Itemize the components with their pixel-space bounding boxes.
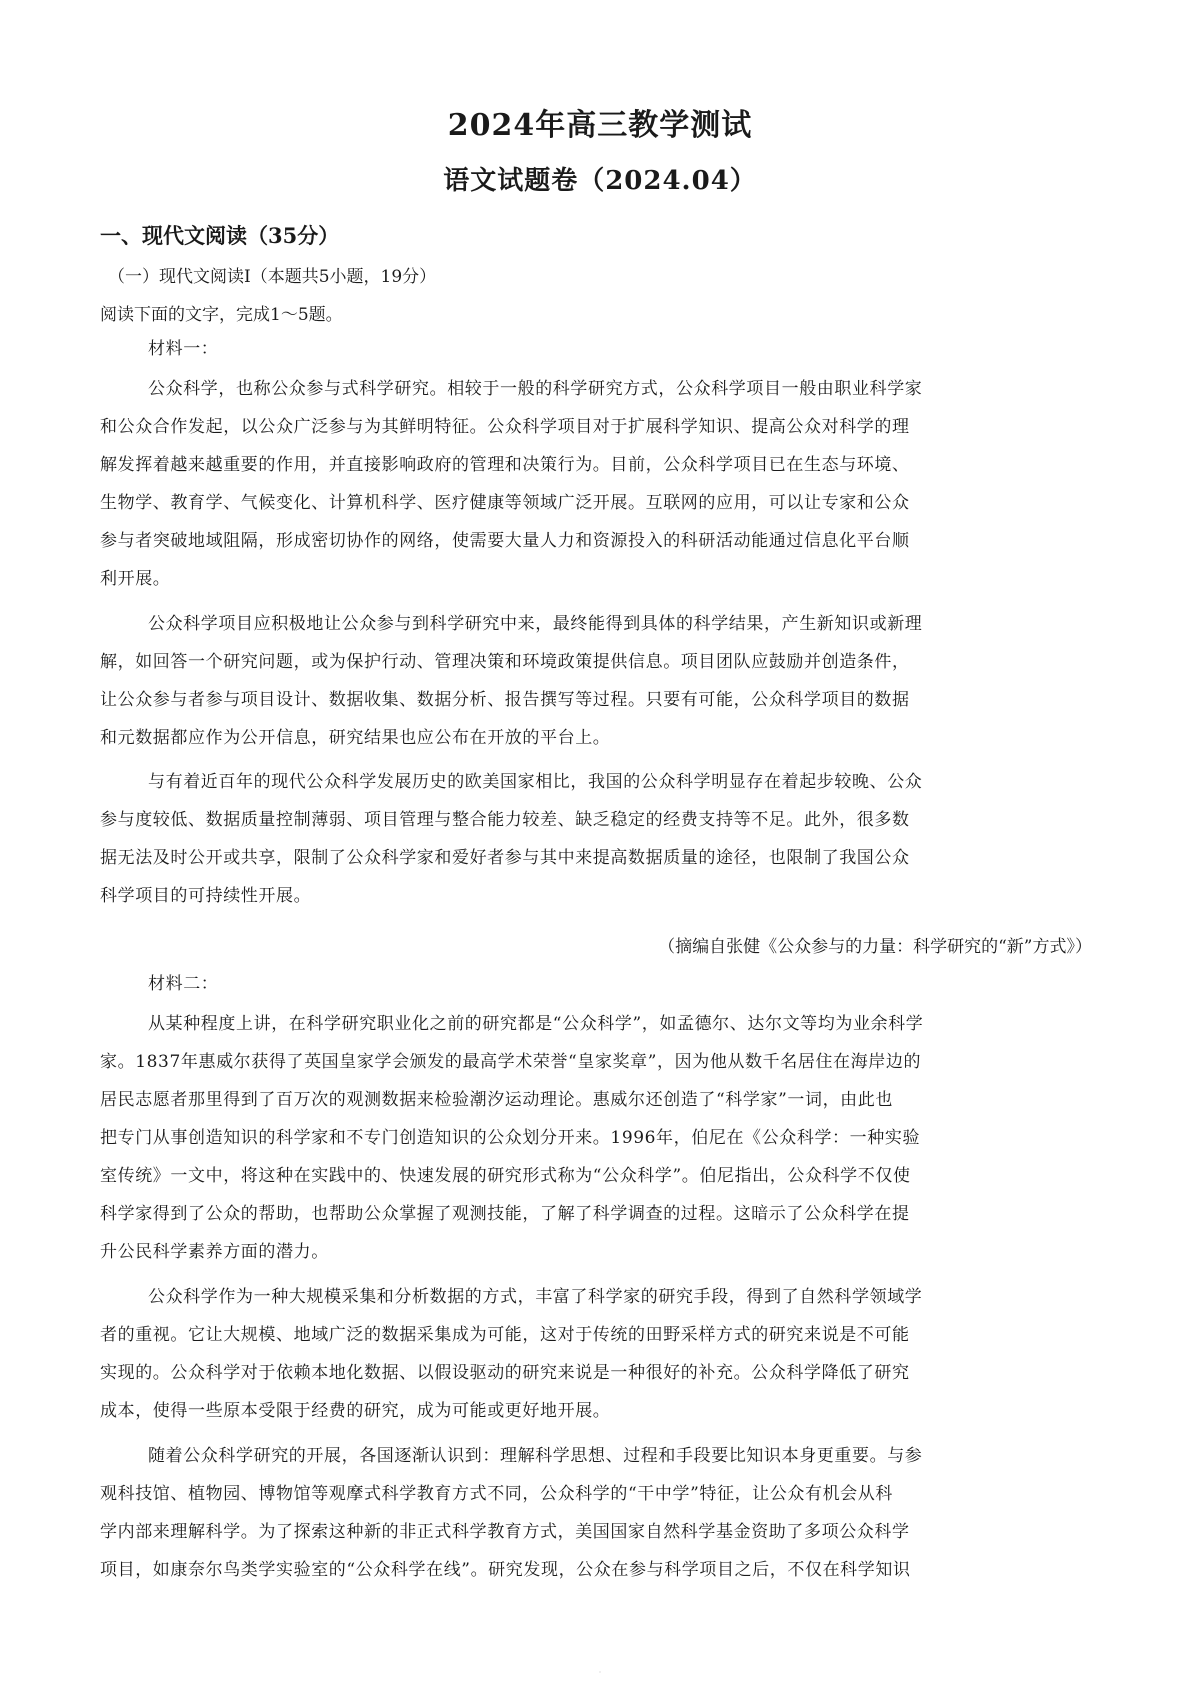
material-2-label: 材料二： — [148, 974, 219, 994]
paragraph-line: 公众科学项目应积极地让公众参与到科学研究中来，最终能得到具体的科学结果，产生新知识或新理 — [148, 614, 923, 634]
paragraph-line: 升公民科学素养方面的潜力。 — [100, 1242, 329, 1262]
paragraph-line: 和公众合作发起，以公众广泛参与为其鲜明特征。公众科学项目对于扩展科学知识、提高公众对科学的理 — [100, 417, 910, 437]
paragraph-line: 和元数据都应作为公开信息，研究结果也应公布在开放的平台上。 — [100, 728, 611, 748]
section-heading: 一、现代文阅读（35分） — [100, 223, 340, 248]
paragraph-line: 项目，如康奈尔鸟类学实验室的“公众科学在线”。研究发现，公众在参与科学项目之后，不仅在科学知识 — [100, 1560, 911, 1580]
page-mark: · — [598, 1668, 602, 1677]
paragraph-line: 科学家得到了公众的帮助，也帮助公众掌握了观测技能，了解了科学调查的过程。这暗示了公众科学在提 — [100, 1204, 910, 1224]
paragraph-line: 学内部来理解科学。为了探索这种新的非正式科学教育方式，美国国家自然科学基金资助了多项公众科学 — [100, 1522, 910, 1542]
paragraph-line: 居民志愿者那里得到了百万次的观测数据来检验潮汐运动理论。惠威尔还创造了“科学家”一词，由此也 — [100, 1090, 893, 1110]
paragraph-line: 者的重视。它让大规模、地域广泛的数据采集成为可能，这对于传统的田野采样方式的研究来说是不可能 — [100, 1325, 910, 1345]
material-1-source: （摘编自张健《公众参与的力量：科学研究的“新”方式》） — [658, 937, 1092, 957]
paragraph-line: 把专门从事创造知识的科学家和不专门创造知识的公众划分开来。1996年，伯尼在《公众科学：一种实验 — [100, 1128, 921, 1148]
paragraph-line: 家。1837年惠威尔获得了英国皇家学会颁发的最高学术荣誉“皇家奖章”，因为他从数千名居住在海岸边的 — [100, 1052, 922, 1072]
subsection-heading: （一）现代文阅读Ⅰ（本题共5小题，19分） — [108, 267, 437, 287]
paragraph-line: 生物学、教育学、气候变化、计算机科学、医疗健康等领域广泛开展。互联网的应用，可以让专家和公众 — [100, 493, 910, 513]
reading-instruction: 阅读下面的文字，完成1～5题。 — [100, 305, 343, 325]
paragraph-line: 从某种程度上讲，在科学研究职业化之前的研究都是“公众科学”，如孟德尔、达尔文等均为业余科学 — [148, 1014, 924, 1034]
paragraph-line: 解发挥着越来越重要的作用，并直接影响政府的管理和决策行为。目前，公众科学项目已在生态与环境、 — [100, 455, 910, 475]
paragraph-line: 参与者突破地域阻隔，形成密切协作的网络，使需要大量人力和资源投入的科研活动能通过信息化平台顺 — [100, 531, 910, 551]
paragraph-line: 据无法及时公开或共享，限制了公众科学家和爱好者参与其中来提高数据质量的途径，也限制了我国公众 — [100, 848, 910, 868]
paragraph-line: 随着公众科学研究的开展，各国逐渐认识到：理解科学思想、过程和手段要比知识本身更重要。与参 — [148, 1446, 923, 1466]
paragraph-line: 观科技馆、植物园、博物馆等观摩式科学教育方式不同，公众科学的“干中学”特征，让公众有机会从科 — [100, 1484, 893, 1504]
exam-title: 2024年高三教学测试 — [447, 108, 753, 143]
paragraph-line: 让公众参与者参与项目设计、数据收集、数据分析、报告撰写等过程。只要有可能，公众科学项目的数据 — [100, 690, 910, 710]
paragraph-line: 室传统》一文中，将这种在实践中的、快速发展的研究形式称为“公众科学”。伯尼指出，公众科学不仅使 — [100, 1166, 911, 1186]
paragraph-line: 公众科学，也称公众参与式科学研究。相较于一般的科学研究方式，公众科学项目一般由职业科学家 — [148, 379, 923, 399]
paragraph-line: 利开展。 — [100, 569, 171, 589]
paragraph-line: 解，如回答一个研究问题，或为保护行动、管理决策和环境政策提供信息。项目团队应鼓励并创造条件， — [100, 652, 910, 672]
paragraph-line: 与有着近百年的现代公众科学发展历史的欧美国家相比，我国的公众科学明显存在着起步较晚、公众 — [148, 772, 923, 792]
paragraph-line: 科学项目的可持续性开展。 — [100, 886, 312, 906]
paragraph-line: 参与度较低、数据质量控制薄弱、项目管理与整合能力较差、缺乏稳定的经费支持等不足。此外，很多数 — [100, 810, 910, 830]
material-1-label: 材料一： — [148, 339, 219, 359]
paragraph-line: 实现的。公众科学对于依赖本地化数据、以假设驱动的研究来说是一种很好的补充。公众科学降低了研究 — [100, 1363, 910, 1383]
paragraph-line: 公众科学作为一种大规模采集和分析数据的方式，丰富了科学家的研究手段，得到了自然科学领域学 — [148, 1287, 923, 1307]
exam-subtitle: 语文试题卷（2024.04） — [443, 166, 757, 196]
paragraph-line: 成本，使得一些原本受限于经费的研究，成为可能或更好地开展。 — [100, 1401, 611, 1421]
